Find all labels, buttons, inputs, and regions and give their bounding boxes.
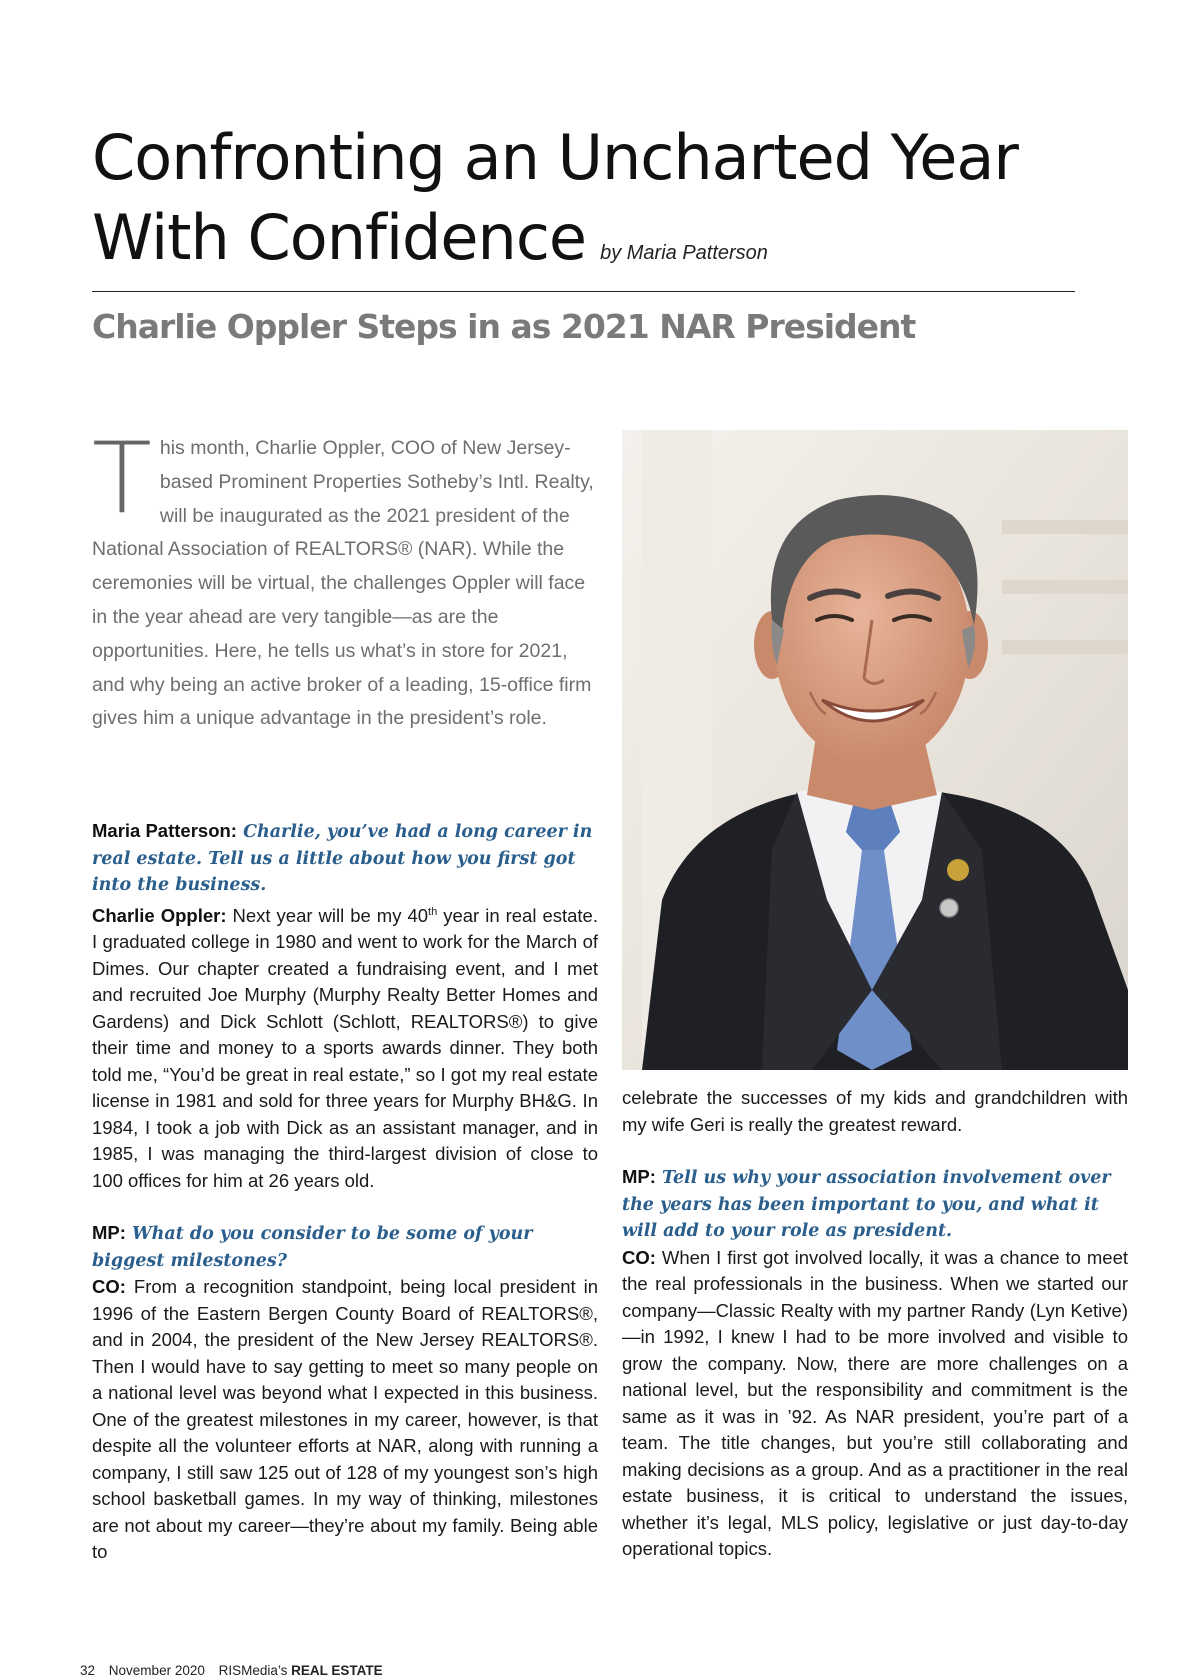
question-1-speaker: Maria Patterson: [92,820,237,841]
question-2-text: What do you consider to be some of your biggest milestones? [92,1224,533,1271]
question-3-text: Tell us why your association involvement over the years has been important to you, and what it will add to your role as president. [622,1168,1111,1241]
answer-2 [92,1274,598,1566]
answer-2-text: From a recognition standpoint, being local president in 1996 of the Eastern Bergen County Board of REALTORS®, and in 2004, the president of the New Jersey REALTORS®. Then I would have to say getting to meet so many people on a national level was beyond what I expected in this business. One of the greatest milestones in my career, however, is that despite all the volunteer efforts at NAR, along with running a company, I still saw 125 out of 128 of my youngest son’s high school basketball games. In my way of thinking, milestones are not about my career—they’re about my family. Being able to [92,1276,599,1563]
answer-3 [622,1245,1128,1563]
right-column [622,1085,1128,1563]
question-1 [92,818,598,899]
answer-1-text: year in real estate. I graduated college in 1980 and went to work for the March of Dimes. Our chapter created a fundraising event, and I met and recruited Joe Murphy (Murphy Realty Better Homes and Gardens) and Dick Schlott (Schlott, REALTORS®) to give their time and money to a sports awards dinner. They both told me, “You’d be great in real estate,” so I got my real estate license in 1981 and sold for three years for Murphy BH&G. In 1984, I took a job with Dick as an assistant manager, and in 1985, I was managing the third-largest division of close to 100 offices for him at 26 years old. [92,904,598,1191]
byline: by Maria Patterson [600,242,768,264]
answer-3-text: When I first got involved locally, it was a chance to meet the real professionals in the business. When we started our company—Classic Realty with my partner Randy (Lyn Ketive)—in 1992, I knew I had to be more involved and visible to grow the company. Now, there are more challenges on a national level, but the responsibility and commitment is the same as it was in ’92. As NAR president, you’re part of a team. The title changes, but you’re still collaborating and making decisions as a group. And as a practitioner in the real estate business, it is critical to understand the issues, whether it’s legal, MLS policy, legislative or just day-to-day operational topics. [622,1246,1128,1559]
page-number: 32 [80,1663,96,1678]
intro-text: his month, Charlie Oppler, COO of New Jersey-based Prominent Properties Sotheby’s Intl. Realty, will be inaugurated as the 2021 president of the National Association of REALTORS® (NAR). While the ceremonies will be virtual, the challenges Oppler will face in the year ahead are very tangible—as are the opportunities. Here, he tells us what’s in store for 2021, and why being an active broker of a leading, 15-office firm gives him a unique advantage in the president’s role. [92,437,594,730]
answer-1-text-start: Next year will be my 40 [232,904,429,926]
article-subtitle: Charlie Oppler Steps in as 2021 NAR President [92,307,916,346]
page-footer [80,1663,383,1678]
publication-prefix: RISMedia’s [218,1663,288,1678]
answer-1 [92,899,598,1195]
publication-name: REAL ESTATE [291,1663,383,1678]
answer-2-speaker: CO: [92,1276,126,1298]
title-line-1: Confronting an Uncharted Year [92,121,1018,194]
question-2-speaker: MP: [92,1222,126,1244]
left-column [92,818,598,1566]
title-divider [92,291,1075,292]
question-2 [92,1220,598,1274]
article-title [92,118,1092,293]
question-3-speaker: MP: [622,1166,656,1187]
drop-cap: T [92,422,152,536]
answer-2-continued: celebrate the successes of my kids and grandchildren with my wife Geri is really the greatest reward. [622,1087,1128,1135]
question-1-text: Charlie, you’ve had a long career in real estate. Tell us a little about how you first got into the business. [92,822,593,895]
portrait-photo [622,430,1128,1070]
question-3 [622,1164,1128,1245]
title-line-2: With Confidence [92,201,587,274]
portrait-illustration [622,430,1128,1070]
intro-paragraph [92,422,600,736]
issue-date: November 2020 [108,1663,205,1678]
answer-3-speaker: CO: [622,1246,656,1268]
answer-1-speaker: Charlie Oppler: [92,904,227,926]
answer-1-superscript: th [428,905,438,918]
